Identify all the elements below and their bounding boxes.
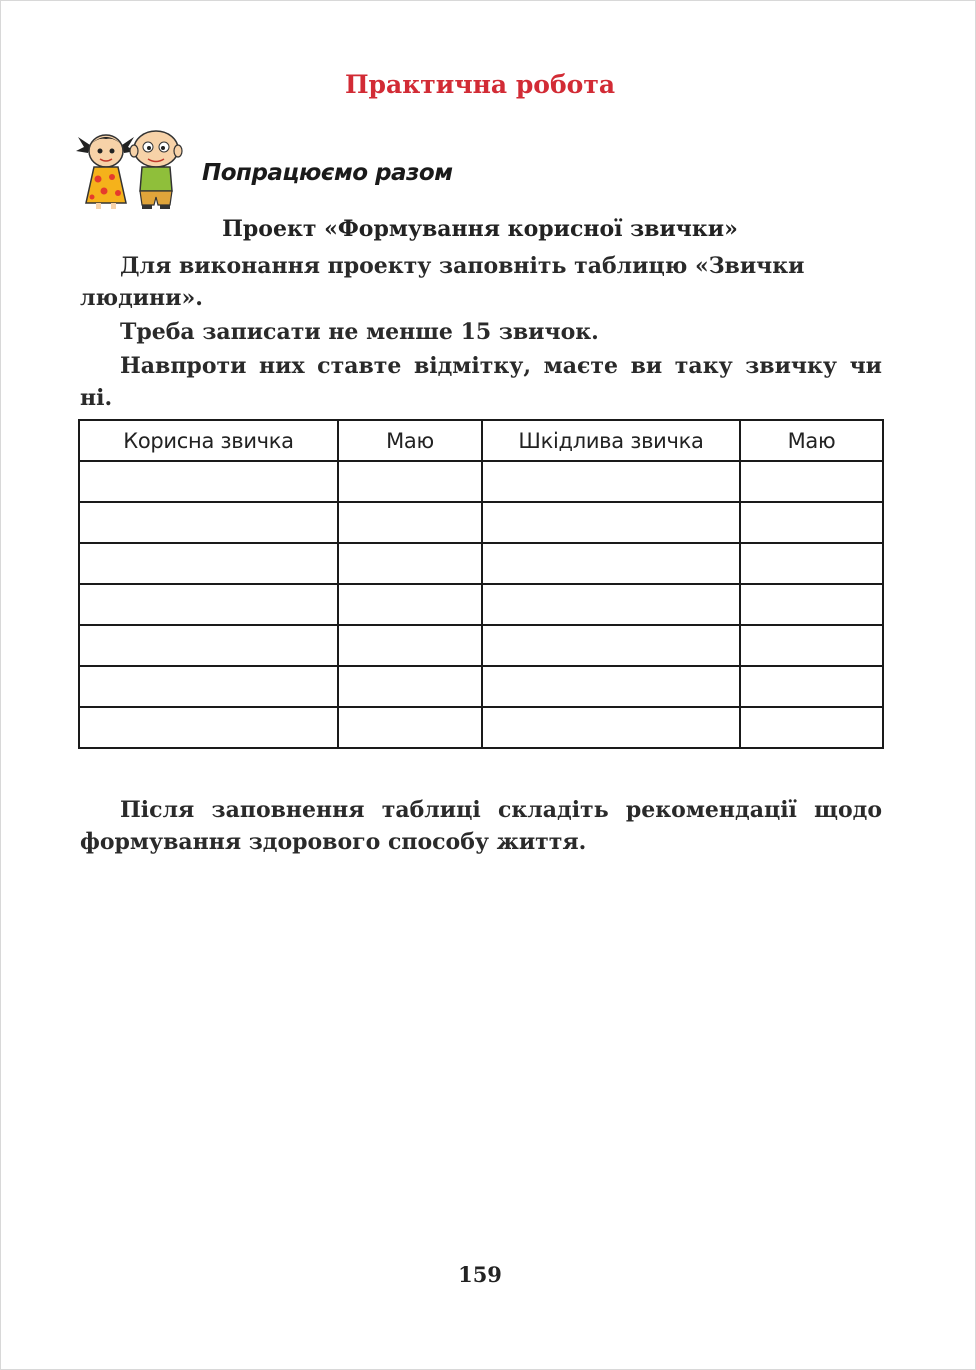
table-row [79,707,883,748]
table-cell[interactable] [338,625,482,666]
header-have-useful: Маю [338,420,482,461]
table-header-row [79,420,883,461]
table-cell[interactable] [79,707,338,748]
table-cell[interactable] [740,543,883,584]
table-cell[interactable] [740,461,883,502]
instruction-paragraph-3: Навпроти них ставте відмітку, маєте ви таку звичку чи ні. [80,353,882,411]
page-number: 159 [458,1262,502,1287]
header-useful-habit: Корисна звичка [79,420,338,461]
instruction-paragraph-1: Для виконання проекту заповніть таблицю «Звички людини». [80,253,805,311]
table-cell[interactable] [338,707,482,748]
table-row [79,543,883,584]
table-cell[interactable] [79,502,338,543]
table-cell[interactable] [338,543,482,584]
recommendation-paragraph: Після заповнення таблиці складіть рекомендації щодо формування здорового способу життя. [80,797,882,855]
header-harmful-habit: Шкідлива звичка [482,420,740,461]
table-cell[interactable] [338,502,482,543]
table-row [79,584,883,625]
table-cell[interactable] [79,584,338,625]
table-cell[interactable] [482,584,740,625]
table-row [79,502,883,543]
section-title: Практична робота [344,70,616,99]
two-kids-icon [76,127,188,209]
table-cell[interactable] [482,666,740,707]
header-have-harmful: Маю [740,420,883,461]
table-cell[interactable] [482,625,740,666]
table-cell[interactable] [79,625,338,666]
table-cell[interactable] [482,707,740,748]
table-cell[interactable] [338,461,482,502]
project-title: Проект «Формування корисної звички» [222,216,738,242]
table-cell[interactable] [79,461,338,502]
table-cell[interactable] [482,502,740,543]
table-row [79,461,883,502]
habits-table [78,419,884,749]
table-row [79,625,883,666]
table-cell[interactable] [740,625,883,666]
table-body [79,461,883,748]
table-cell[interactable] [740,666,883,707]
table-row [79,666,883,707]
table-cell[interactable] [79,543,338,584]
table-cell[interactable] [79,666,338,707]
instruction-paragraph-2: Треба записати не менше 15 звичок. [120,319,599,345]
table-cell[interactable] [740,707,883,748]
table-cell[interactable] [338,584,482,625]
table-cell[interactable] [740,502,883,543]
table-cell[interactable] [482,461,740,502]
table-cell[interactable] [338,666,482,707]
work-together-heading: Попрацюємо разом [202,160,453,186]
table-cell[interactable] [482,543,740,584]
table-cell[interactable] [740,584,883,625]
